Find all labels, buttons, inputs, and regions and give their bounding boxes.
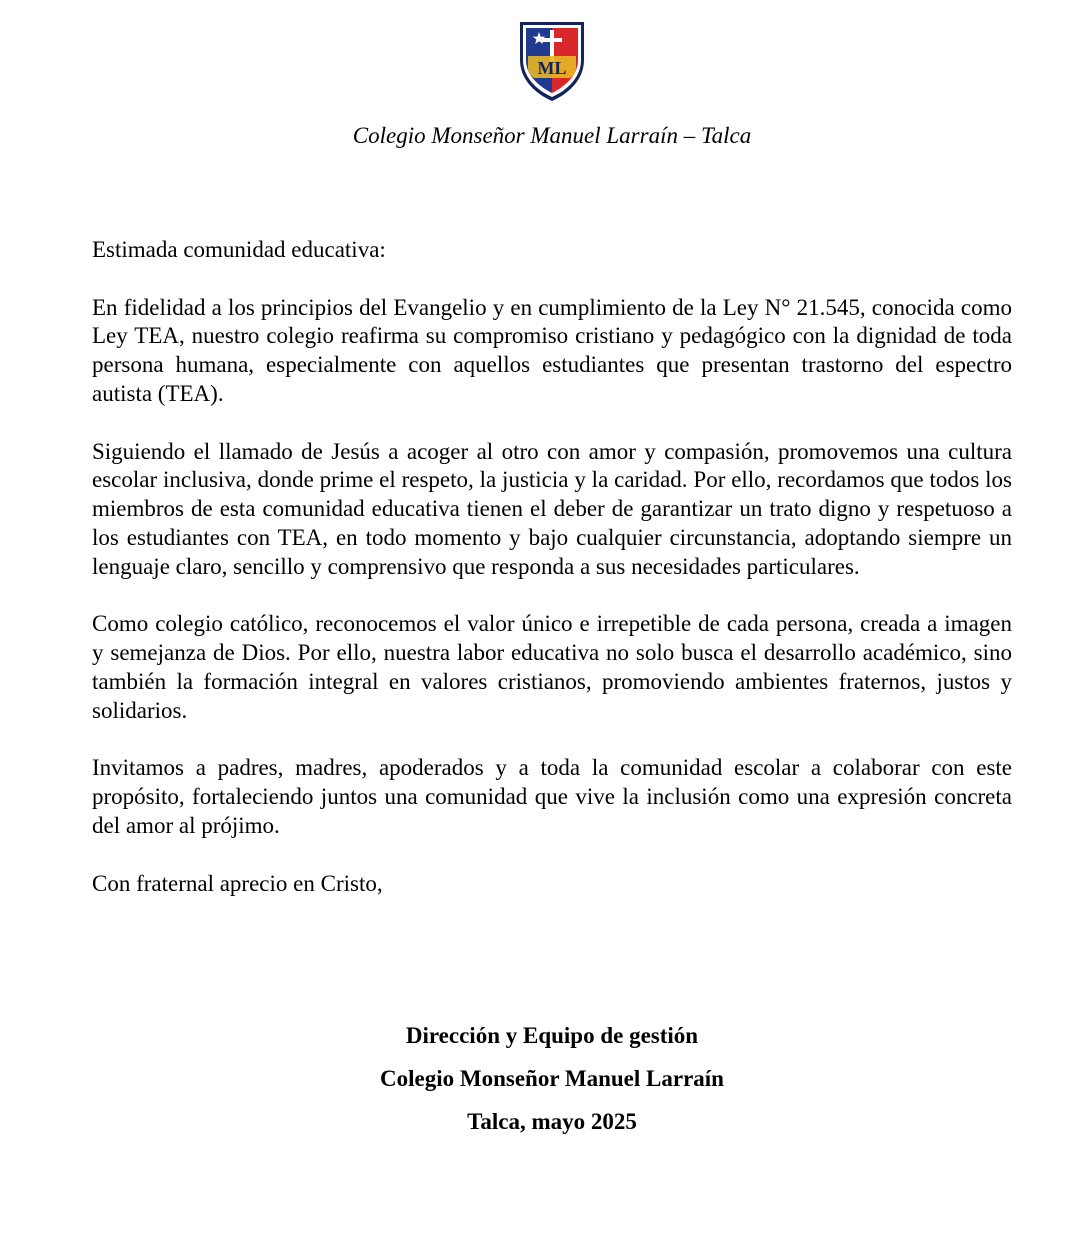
- letter-paragraph: Como colegio católico, reconocemos el valor único e irrepetible de cada persona, creada a imagen y semejanza de Dios. Por ello, nuestra labor educativa no solo busca el desarrollo académico, sino también la formación integral en valores cristianos, promoviendo ambientes fraternos, justos y solidarios.: [92, 611, 1012, 723]
- school-crest-icon: [516, 18, 588, 104]
- letter-greeting: Estimada comunidad educativa:: [92, 237, 386, 262]
- signature-block: [0, 1014, 1080, 1143]
- signature-line-school: Colegio Monseñor Manuel Larraín: [380, 1066, 724, 1091]
- crest-letters: ML: [537, 58, 567, 78]
- letter-paragraph: Siguiendo el llamado de Jesús a acoger al otro con amor y compasión, promovemos una cultura escolar inclusiva, donde prime el respeto, la justicia y la caridad. Por ello, recordamos que todos los miembros de esta comunidad educativa tienen el deber de garantizar un trato digno y respetuoso a los estudiantes con TEA, en todo momento y bajo cualquier circunstancia, adoptando siempre un lenguaje claro, sencillo y comprensivo que responda a sus necesidades particulares.: [92, 438, 1012, 579]
- letter-closing: Con fraternal aprecio en Cristo,: [92, 870, 383, 896]
- institution-header: Colegio Monseñor Manuel Larraín – Talca: [352, 123, 752, 148]
- letter-paragraph: En fidelidad a los principios del Evangelio y en cumplimiento de la Ley N° 21.545, conocida como Ley TEA, nuestro colegio reafirma su compromiso cristiano y pedagógico con la dignidad de toda persona humana, especialmente con aquellos estudiantes que presentan trastorno del espectro autista (TEA).: [92, 294, 1012, 406]
- signature-line-place-date: Talca, mayo 2025: [467, 1109, 637, 1134]
- letter-paragraph: Invitamos a padres, madres, apoderados y a toda la comunidad escolar a colaborar con este propósito, fortaleciendo juntos una comunidad que vive la inclusión como una expresión concreta del amor al prójimo.: [92, 755, 1012, 838]
- letter-body: [92, 236, 1012, 927]
- signature-line-department: Dirección y Equipo de gestión: [405, 1023, 699, 1048]
